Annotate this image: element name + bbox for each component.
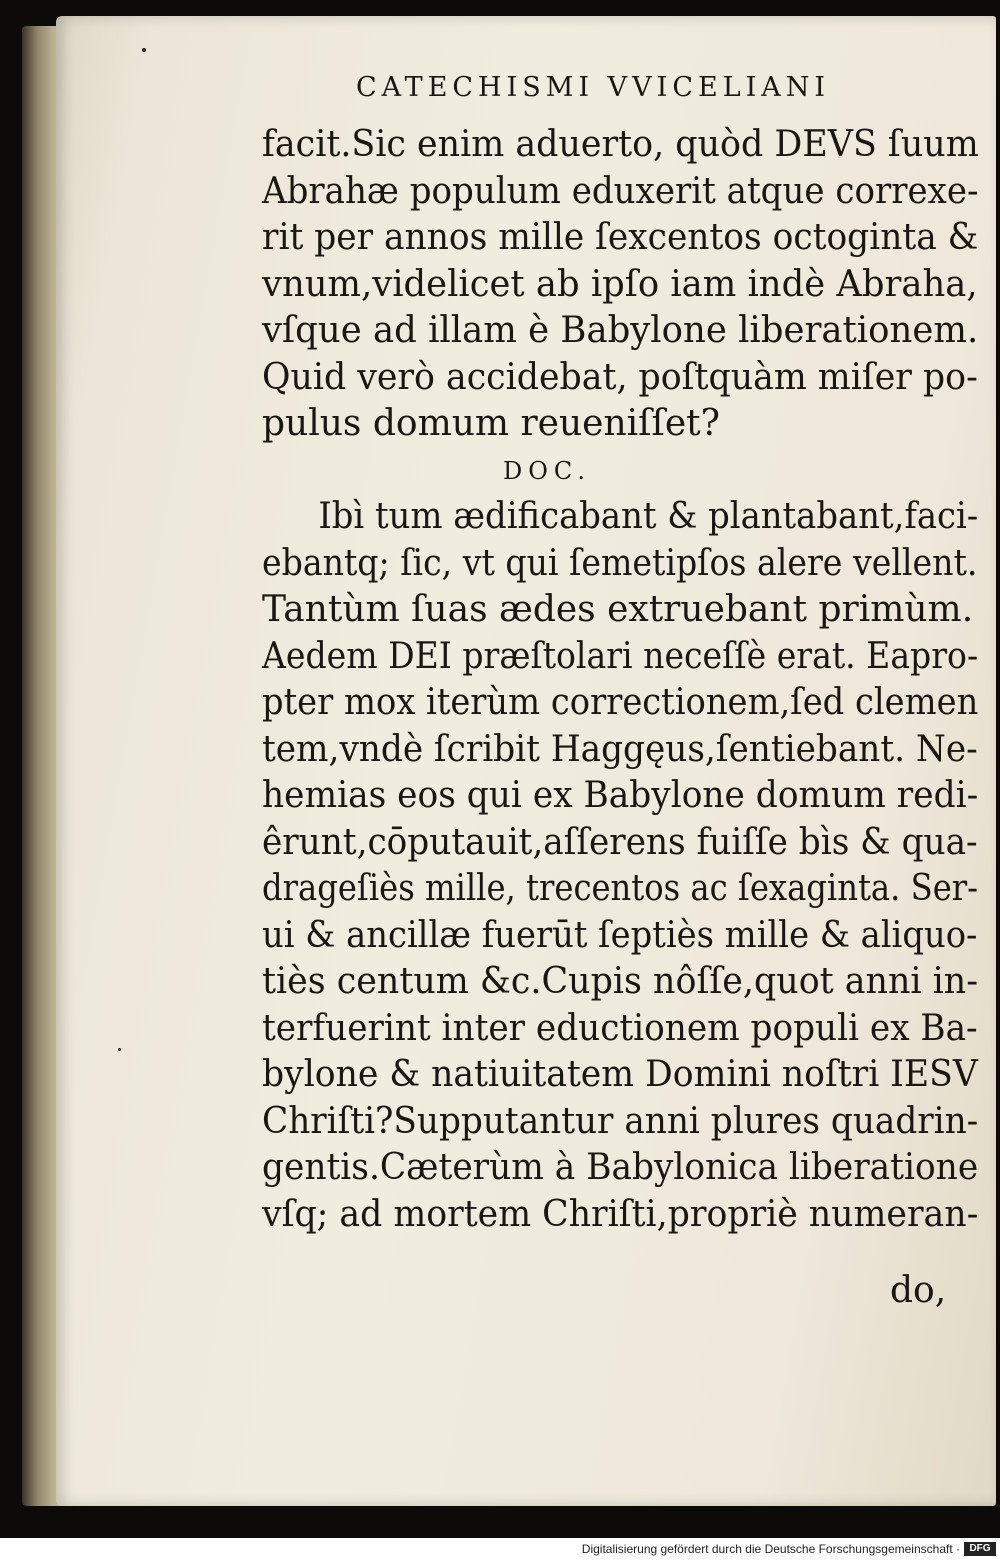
- text-line: Tantùm ſuas ædes extruebant primùm.: [262, 589, 974, 630]
- text-line: Quid verò accidebat, poſtquàm miſer po-: [262, 356, 978, 398]
- text-line: tem,vndè ſcribit Haggęus,ſentiebant. Ne-: [262, 728, 978, 770]
- catchword: do,: [890, 1270, 947, 1311]
- text-line: tiès centum &c.Cupis nôſſe,quot anni in-: [262, 961, 979, 1002]
- ink-spot: [118, 1048, 121, 1051]
- text-line: ui & ancillæ fuerūt ſeptiès mille & aliquo-: [262, 914, 978, 956]
- text-line: Aedem DEI præſtolari neceſſè erat. Eapro-: [262, 635, 979, 677]
- text-line: vſque ad illam è Babylone liberationem.: [262, 310, 979, 351]
- text-line: terfuerint inter eductionem populi ex Ba-: [262, 1007, 978, 1049]
- ink-spot: [142, 48, 146, 52]
- text-line: ebantq; ſic, vt qui ſemetipſos alere vellent.: [262, 542, 978, 584]
- text-line: bylone & natiuitatem Domini noſtri IESV: [262, 1054, 978, 1095]
- text-line: drageſiès mille, trecentos ac ſexaginta. Ser-: [262, 868, 979, 909]
- footer-bar: [0, 1538, 1000, 1561]
- speaker-heading: DOC.: [502, 456, 592, 485]
- text-line: êrunt,cōputauit,aſſerens fuiſſe bìs & qua-: [262, 821, 978, 863]
- text-line: vnum,videlicet ab ipſo iam indè Abraha,: [262, 263, 978, 305]
- text-line: facit.Sic enim aduerto, quòd DEVS ſuum: [262, 124, 979, 165]
- text-line: vſq; ad mortem Chriſti,propriè numeran-: [262, 1193, 979, 1235]
- footer-credit: Digitalisierung gefördert durch die Deutsche Forschungsgemeinschaft ·: [581, 1542, 960, 1556]
- text-line: gentis.Cæterùm à Babylonica liberatione: [262, 1147, 979, 1188]
- text-line: Chriſti?Supputantur anni plures quadrin-: [262, 1100, 979, 1142]
- text-line: Abrahæ populum eduxerit atque correxe-: [262, 170, 979, 212]
- dfg-logo: DFG: [964, 1542, 996, 1556]
- text-line: pter mox iterùm correctionem,ſed clemen: [262, 682, 979, 723]
- text-body: [262, 122, 982, 1238]
- running-head: CATECHISMI VVICELIANI: [356, 72, 831, 103]
- text-line: rit per annos mille ſexcentos octoginta &: [262, 217, 979, 258]
- text-line: Ibì tum ædificabant & plantabant,faci-: [318, 496, 979, 537]
- text-line: hemias eos qui ex Babylone domum redi-: [262, 775, 979, 816]
- text-line: pulus domum reueniſſet?: [262, 403, 720, 444]
